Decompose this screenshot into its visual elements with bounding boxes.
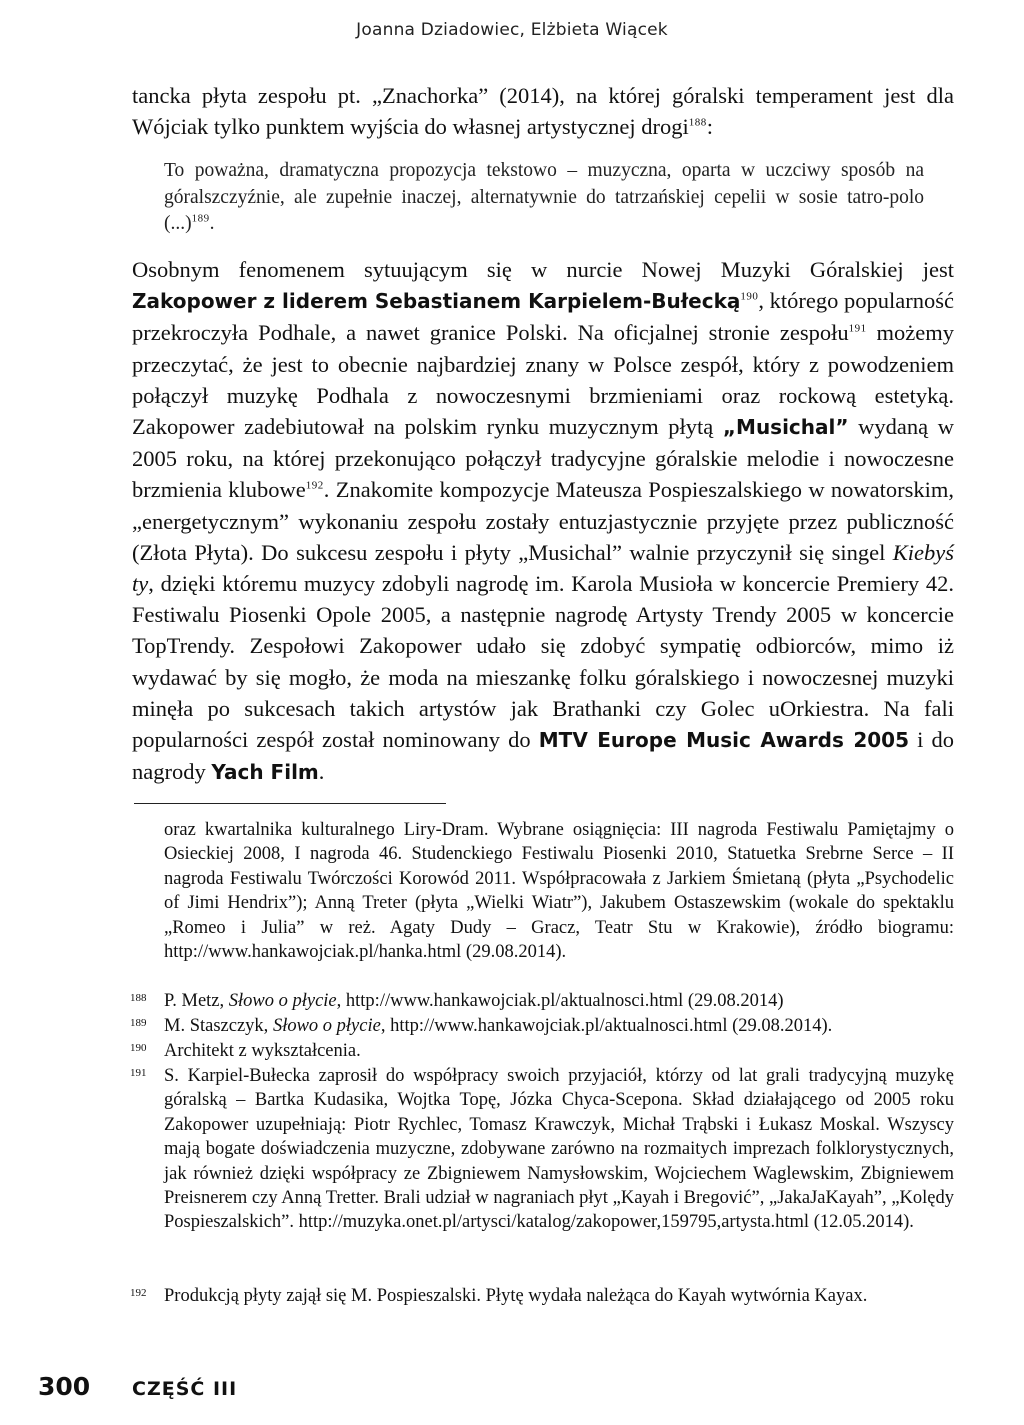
paragraph-intro [132,80,954,142]
running-head: Joanna Dziadowiec, Elżbieta Wiącek [356,20,668,40]
quote-text: . [209,213,215,234]
bold-award-mtv: MTV Europe Music Awards 2005 [538,728,909,753]
footnote-189 [130,1014,954,1038]
footnote-number: 189 [130,1017,147,1029]
bold-band-name: Zakopower z liderem Sebastianem Karpielem-Bułecką [132,289,741,314]
footnote-ref-192[interactable]: 192 [305,479,324,492]
footnote-number: 192 [130,1287,147,1299]
footnote-188 [130,989,954,1013]
paragraph-text: tancka płyta zespołu pt. „Znachorka” (2014), na której góralski temperament jest dla Wójciak tylko punktem wyjścia do własnej artystycznej drogi [132,83,954,140]
paragraph-text: możemy przeczytać, że jest to obecnie najbardziej znany w Polsce zespół, który z powodzeniem połączył muzykę Podhala z nowoczesnymi brzmieniami oraz rockową estetyką. Zakopower zadebiutował na polskim rynku muzycznym płytą [132,320,954,440]
footnote-separator [134,803,446,804]
footnote-ref-188[interactable]: 188 [688,116,707,129]
footnote-link[interactable]: , http://www.hankawojciak.pl/aktualnosci.html (29.08.2014) [336,991,784,1011]
footnote-number: 188 [130,992,147,1004]
paragraph-zakopower [132,254,954,788]
footnote-continuation: oraz kwartalnika kulturalnego Liry-Dram. Wybrane osiągnięcia: III nagroda Festiwalu Pamiętajmy o Osieckiej 2008, I nagroda 46. Studenckiego Festiwalu Piosenki 2010, Statuetka Srebrne Serce – II nagroda Festiwalu Twórczości Korowód 2011. Współpracowała z Jarkiem Śmietaną (płyta „Psychodelic of Jimi Hendrix”); Anną Treter (płyta „Wielki Wiatr”), Jakubem Ostaszewskim (wokale do spektaklu „Romeo i Julia” w reż. Agaty Dudy – Gracz, Teatr Stu w Krakowie), źródło biogramu: http://www.hankawojciak.pl/hanka.html (29.08.2014). [164,820,954,963]
paragraph-text: . [318,759,325,785]
bold-award-yach: Yach Film [211,760,319,785]
paragraph-text: wydaną w 2005 roku, na której przekonująco połączył tradycyjne góralskie melodie i nowoczesne brzmienia klubowe [132,414,954,503]
footnote-text: S. Karpiel-Bułecka zaprosił do współpracy swoich przyjaciół, którzy od lat grali tradycyjną muzykę góralską – Bartka Kudasika, Wojtka Topę, Józka Chyca-Scepona. Skład działającego od 2005 roku Zakopower uzupełniają: Piotr Rychlec, Tomasz Krawczyk, Michał Trąbski i Łukasz Moskal. Wszyscy mają bogate doświadczenia muzyczne, zdobywane zarówno na rozmaitych imprezach folklorystycznych, jak również dzięki współpracy ze Zbigniewem Namysłowskim, Wojciechem Waglewskim, Zbigniewem Preisnerem czy Anną Tretter. Brali udział w nagraniach płyt „Kayah i Bregović”, „JakaJaKayah”, „Kolędy Pospieszalskich”. http://muzyka.onet.pl/artysci/katalog/zakopower,159795,artysta.html (12.05.2014). [164,1066,954,1233]
bold-album-title: „Musichal” [722,415,849,440]
paragraph-text: . Znakomite kompozycje Mateusza Pospieszalskiego w nowatorskim, „energetycznym” wykonaniu zespołu zostały entuzjastycznie przyjęte przez publiczność (Złota Płyta). Do sukcesu zespołu i płyty „Musichal” walnie przyczynił się singel [132,477,954,565]
page-number: 300 [38,1372,91,1401]
footnote-number: 191 [130,1067,147,1079]
footnote-title: Słowo o płycie [272,1016,381,1036]
footnote-ref-191[interactable]: 191 [848,322,867,335]
quote-text: To poważna, dramatyczna propozycja tekstowo – muzyczna, oparta w uczciwy sposób na góralszczyźnie, ale zupełnie inaczej, alternatywnie do tatrzańskiej cepelii w sosie tatro-polo (...) [164,160,924,234]
italic-single-title: Kiebyś ty [132,539,954,597]
paragraph-text: Osobnym fenomenem sytuującym się w nurcie Nowej Muzyki Góralskiej jest [132,257,954,282]
footnote-text: Produkcją płyty zajął się M. Pospieszalski. Płytę wydała należąca do Kayah wytwórnia Kayax. [164,1286,868,1306]
footnote-190 [130,1039,954,1063]
footnote-text: Architekt z wykształcenia. [164,1041,361,1061]
footnote-192 [130,1284,954,1308]
part-label: CZĘŚĆ III [132,1378,238,1400]
footnote-ref-190[interactable]: 190 [740,290,759,303]
paragraph-text: i do nagrody [132,727,954,785]
footnote-text: P. Metz, [164,991,229,1011]
footnote-link[interactable]: , http://www.hankawojciak.pl/aktualnosci.html (29.08.2014). [380,1016,833,1036]
footnote-number: 190 [130,1042,147,1054]
paragraph-text: , dzięki któremu muzycy zdobyli nagrodę im. Karola Musioła w koncercie Premiery 42. Festiwalu Piosenki Opole 2005, a następnie nagrodę Artysty Trendy 2005 w koncercie TopTrendy. Zespołowi Zakopower udało się zdobyć sympatię odbiorców, mimo iż wydawać by się mogło, że moda na mieszankę folku góralskiego i nowoczesnej muzyki minęła po sukcesach takich artystów jak Brathanki czy Golec uOrkiestra. Na fali popularności zespół został nominowany do [132,571,954,753]
footnote-text: M. Staszczyk, [164,1016,273,1036]
footnote-ref-189[interactable]: 189 [191,212,210,225]
footnote-191 [130,1064,954,1235]
paragraph-text: : [706,114,713,140]
block-quote [164,158,924,238]
paragraph-text: , którego popularność przekroczyła Podhale, a nawet granice Polski. Na oficjalnej stronie zespołu [132,288,954,346]
footnote-title: Słowo o płycie [228,991,337,1011]
